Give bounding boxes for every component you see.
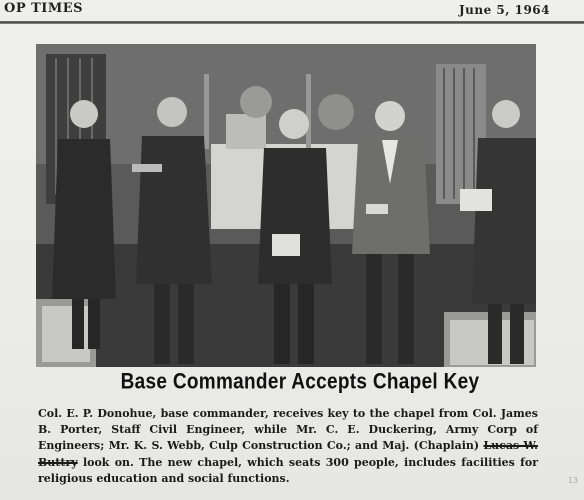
corner-page-mark: 13 <box>567 476 578 485</box>
newspaper-masthead: OP TIMES <box>4 1 84 16</box>
caption-text-start: Col. E. P. Donohue, base commander, receives key to the chapel from Col. James B. Porter, Staff Civil Engineer, while Mr. C. E. Duckering, Army Corp of Engineers; Mr. K. S. Webb, Culp Construction Co.; and Maj. (Chaplain) <box>38 407 538 453</box>
article-headline: Base Commander Accepts Chapel Key <box>120 370 480 395</box>
photo-illustration <box>36 44 536 367</box>
masthead-rule <box>0 21 584 24</box>
issue-date: June 5, 1964 <box>458 3 550 17</box>
photo-caption <box>38 406 538 487</box>
chapel-key-photo <box>36 44 536 367</box>
caption-text-end: look on. The new chapel, which seats 300 people, includes facilities for religious education and social functions. <box>38 455 538 485</box>
caption-struck-name: Lucas W. Buttry <box>38 439 538 469</box>
